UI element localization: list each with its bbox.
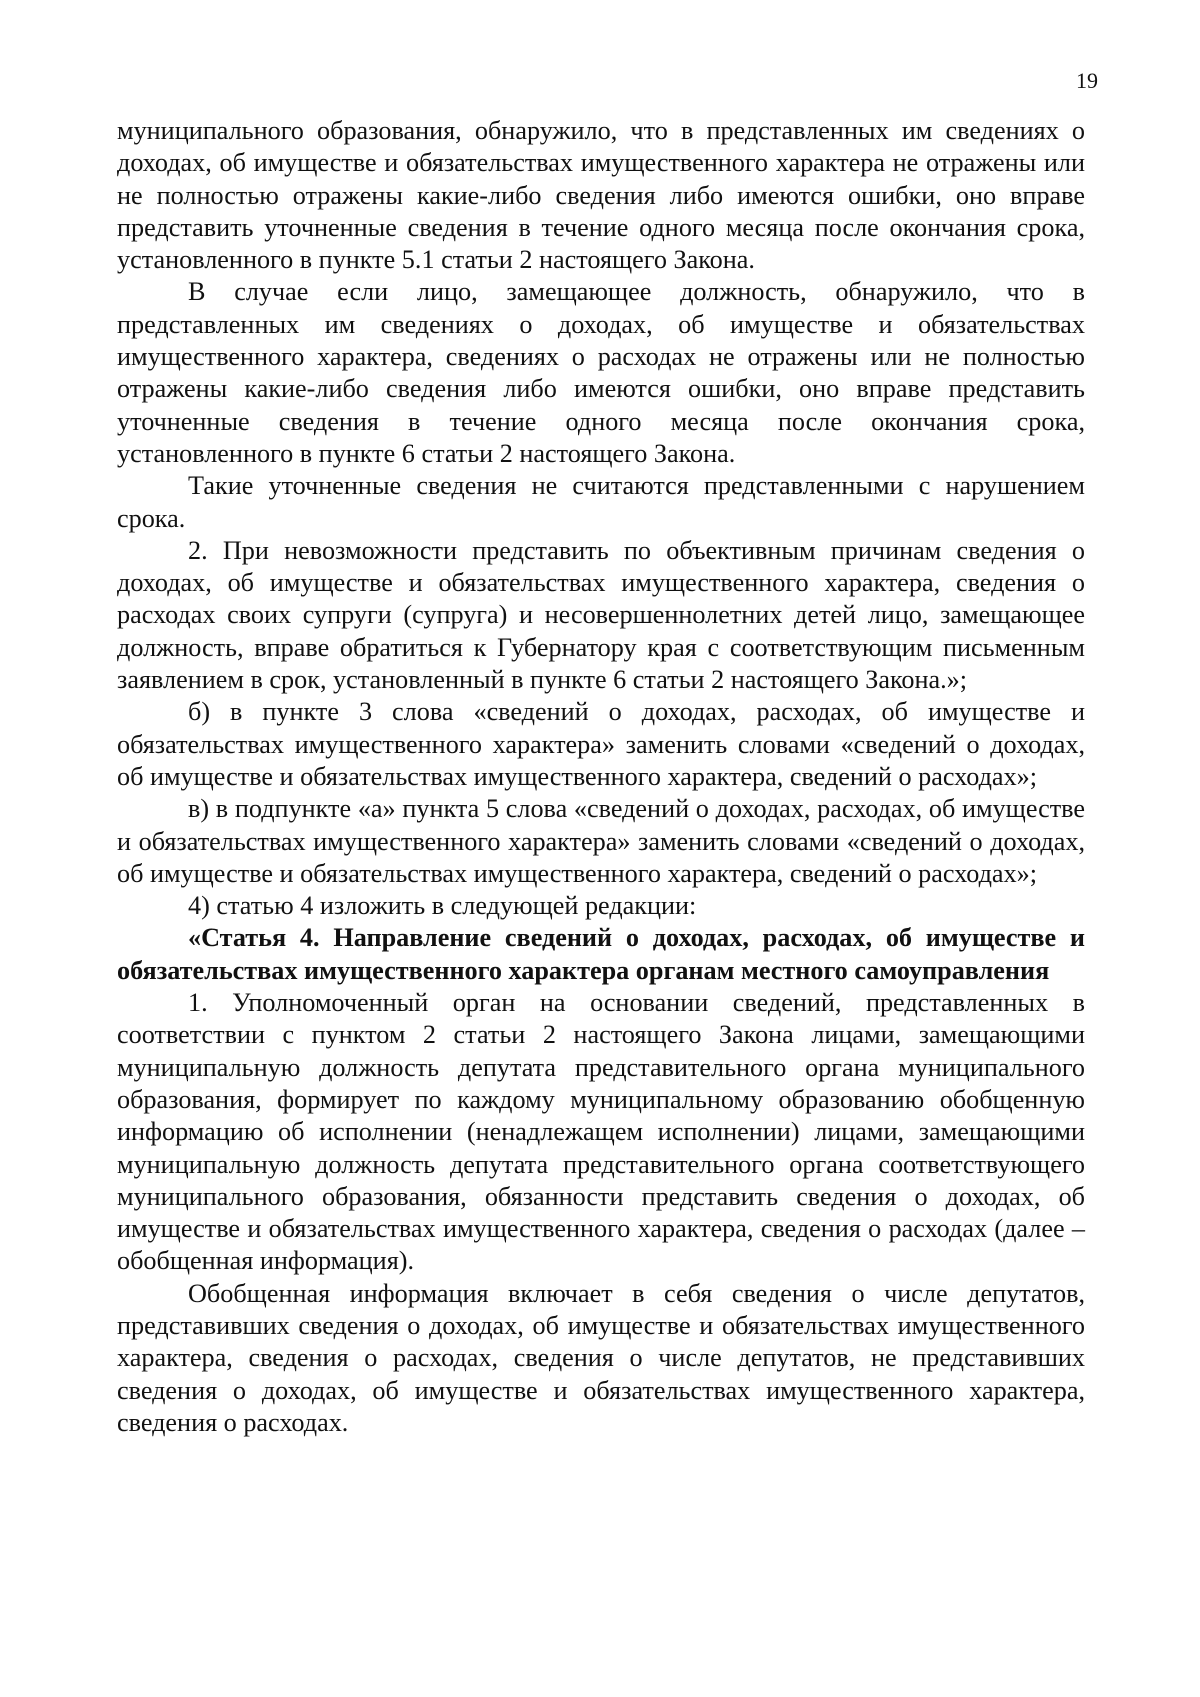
paragraph-continuation: муниципального образования, обнаружило, что в представленных им сведениях о доходах, об имуществе и обязательствах имущественного характера не отражены или не полностью отражены какие-либо сведения либо имеются ошибки, оно вправе представить уточненные сведения в течение одного месяца после окончания срока, установленного в пункте 5.1 статьи 2 настоящего Закона.	[117, 116, 1085, 275]
paragraph: 1. Уполномоченный орган на основании сведений, представленных в соответствии с пунктом 2 статьи 2 настоящего Закона лицами, замещающими муниципальную должность депутата представительного органа муниципального образования, формирует по каждому муниципальному образованию обобщенную информацию об исполнении (ненадлежащем исполнении) лицами, замещающими муниципальную должность депутата представительного органа соответствующего муниципального образования, обязанности представить сведения о доходах, об имуществе и обязательствах имущественного характера, сведения о расходах (далее – обобщенная информация).	[117, 988, 1085, 1276]
paragraph: в) в подпункте «а» пункта 5 слова «сведений о доходах, расходах, об имуществе и обязательствах имущественного характера» заменить словами «сведений о доходах, об имуществе и обязательствах имущественного характера, сведений о расходах»;	[117, 794, 1085, 888]
paragraph: б) в пункте 3 слова «сведений о доходах, расходах, об имуществе и обязательствах имущественного характера» заменить словами «сведений о доходах, об имуществе и обязательствах имущественного характера, сведений о расходах»;	[117, 697, 1085, 791]
paragraph: Обобщенная информация включает в себя сведения о числе депутатов, представивших сведения о доходах, об имуществе и обязательствах имущественного характера, сведения о расходах, сведения о числе депутатов, не представивших сведения о доходах, об имуществе и обязательствах имущественного характера, сведения о расходах.	[117, 1278, 1085, 1437]
page-number: 19	[1076, 68, 1098, 93]
paragraph: 4) статью 4 изложить в следующей редакции:	[188, 891, 697, 921]
paragraph: Такие уточненные сведения не считаются представленными с нарушением срока.	[117, 471, 1085, 533]
paragraph: 2. При невозможности представить по объективным причинам сведения о доходах, об имуществе и обязательствах имущественного характера, сведения о расходах своих супруги (супруга) и несовершеннолетних детей лицо, замещающее должность, вправе обратиться к Губернатору края с соответствующим письменным заявлением в срок, установленный в пункте 6 статьи 2 настоящего Закона.»;	[117, 535, 1085, 695]
document-body	[117, 115, 1085, 1439]
article-heading: «Статья 4. Направление сведений о доходах, расходах, об имуществе и обязательствах имущественного характера органам местного самоуправления	[117, 923, 1085, 985]
paragraph: В случае если лицо, замещающее должность, обнаружило, что в представленных им сведениях о доходах, об имуществе и обязательствах имущественного характера, сведениях о расходах не отражены или не полностью отражены какие-либо сведения либо имеются ошибки, оно вправе представить уточненные сведения в течение одного месяца после окончания срока, установленного в пункте 6 статьи 2 настоящего Закона.	[117, 277, 1085, 468]
